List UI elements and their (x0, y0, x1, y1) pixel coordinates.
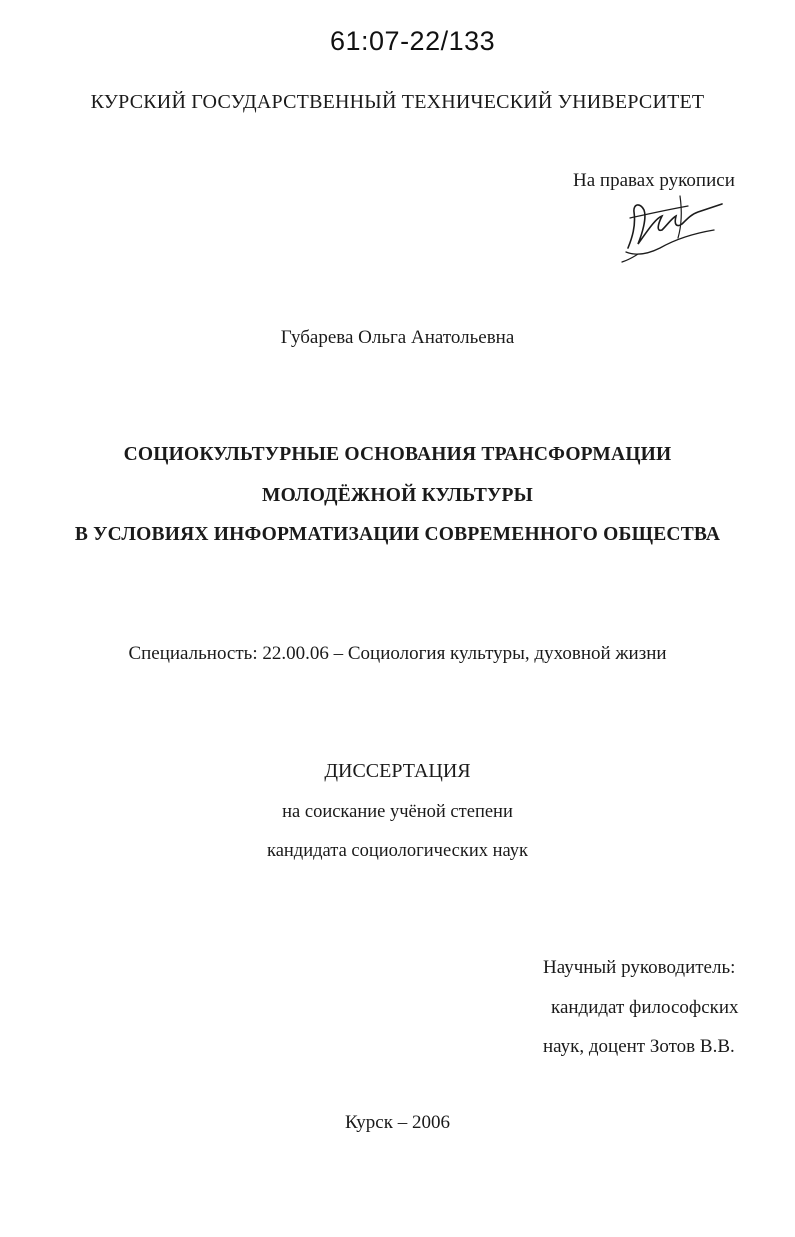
advisor-line-3: наук, доцент Зотов В.В. (543, 1036, 735, 1057)
advisor-line-1: Научный руководитель: (543, 957, 736, 978)
dissertation-title-line-2: МОЛОДЁЖНОЙ КУЛЬТУРЫ (261, 485, 534, 506)
place-and-year: Курск – 2006 (345, 1112, 450, 1133)
rights-note: На правах рукописи (573, 170, 735, 191)
handwritten-signature (618, 190, 728, 265)
author-name: Губарева Ольга Анатольевна (280, 327, 515, 348)
dissertation-title-line-3: В УСЛОВИЯХ ИНФОРМАТИЗАЦИИ СОВРЕМЕННОГО ОБЩЕСТВА (74, 524, 721, 545)
degree-line-1: на соискание учёной степени (282, 802, 513, 822)
degree-line-2: кандидата социологических наук (266, 841, 529, 861)
university-name: КУРСКИЙ ГОСУДАРСТВЕННЫЙ ТЕХНИЧЕСКИЙ УНИВЕРСИТЕТ (90, 91, 705, 113)
specialty-line: Специальность: 22.00.06 – Социология культуры, духовной жизни (128, 643, 667, 664)
dissertation-title-line-1: СОЦИОКУЛЬТУРНЫЕ ОСНОВАНИЯ ТРАНСФОРМАЦИИ (123, 444, 672, 465)
advisor-line-2: кандидат философских (551, 997, 739, 1018)
document-code: 61:07-22/133 (330, 26, 496, 56)
dissertation-type: ДИССЕРТАЦИЯ (324, 760, 471, 782)
